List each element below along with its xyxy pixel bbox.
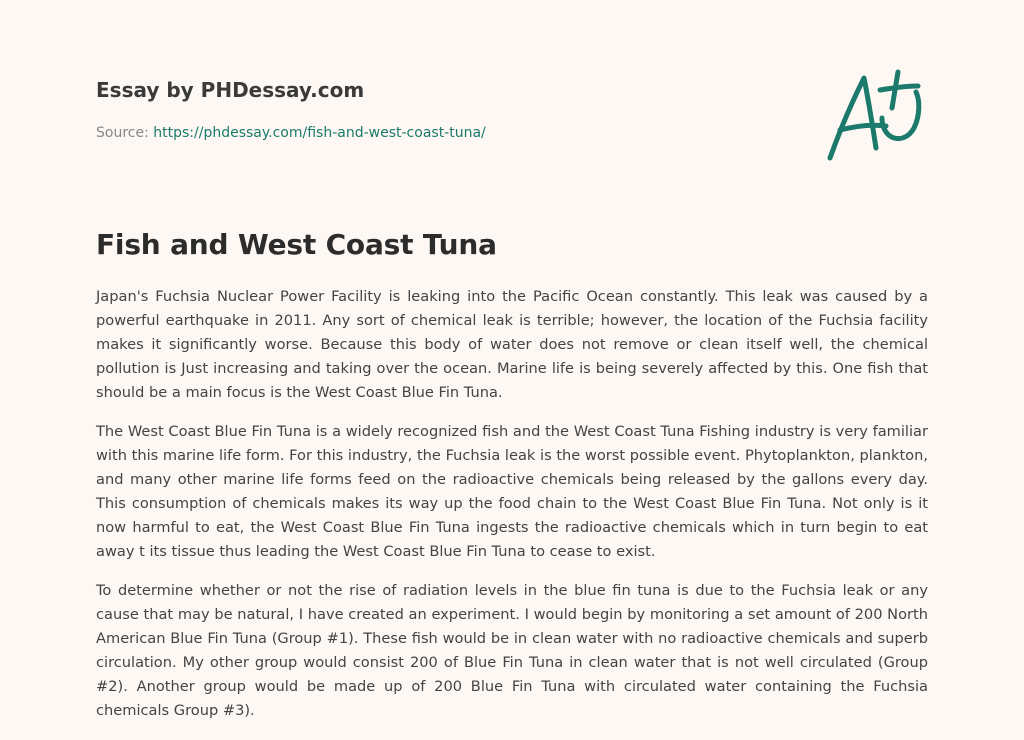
paragraph: The West Coast Blue Fin Tuna is a widely recognized fish and the West Coast Tuna Fishing industry is very familiar with this marine life form. For this industry, the Fuchsia leak is the worst possible event. Phytoplankton, plankton, and many other marine life forms feed on the radioactive chemicals being released by the gallons every day. This consumption of chemicals makes its way up the food chain to the West Coast Blue Fin Tuna. Not only is it now harmful to eat, the West Coast Blue Fin Tuna ingests the radioactive chemicals which in turn begin to eat away t its tissue thus leading the West Coast Blue Fin Tuna to cease to exist. — [96, 423, 928, 560]
site-title: Essay by PHDessay.com — [96, 78, 365, 102]
source-line — [96, 123, 796, 143]
a-plus-logo-icon[interactable] — [820, 64, 930, 168]
page-header — [96, 76, 796, 143]
essay-body — [96, 285, 928, 738]
source-link[interactable]: https://phdessay.com/fish-and-west-coast-tuna/ — [153, 125, 486, 141]
source-label: Source: — [96, 125, 154, 141]
paragraph: To determine whether or not the rise of radiation levels in the blue fin tuna is due to the Fuchsia leak or any cause that may be natural, I have created an experiment. I would begin by monitoring a set amount of 200 North American Blue Fin Tuna (Group #1). These fish would be in clean water with no radioactive chemicals and superb circulation. My other group would consist 200 of Blue Fin Tuna in clean water that is not well circulated (Group #2). Another group would be made up of 200 Blue Fin Tuna with circulated water containing the Fuchsia chemicals Group #3). — [96, 582, 928, 719]
paragraph: Japan's Fuchsia Nuclear Power Facility is leaking into the Pacific Ocean constantly. This leak was caused by a powerful earthquake in 2011. Any sort of chemical leak is terrible; however, the location of the Fuchsia facility makes it significantly worse. Because this body of water does not remove or clean itself well, the chemical pollution is Just increasing and taking over the ocean. Marine life is being severely affected by this. One fish that should be a main focus is the West Coast Blue Fin Tuna. — [96, 288, 928, 401]
essay-title: Fish and West Coast Tuna — [96, 228, 497, 261]
